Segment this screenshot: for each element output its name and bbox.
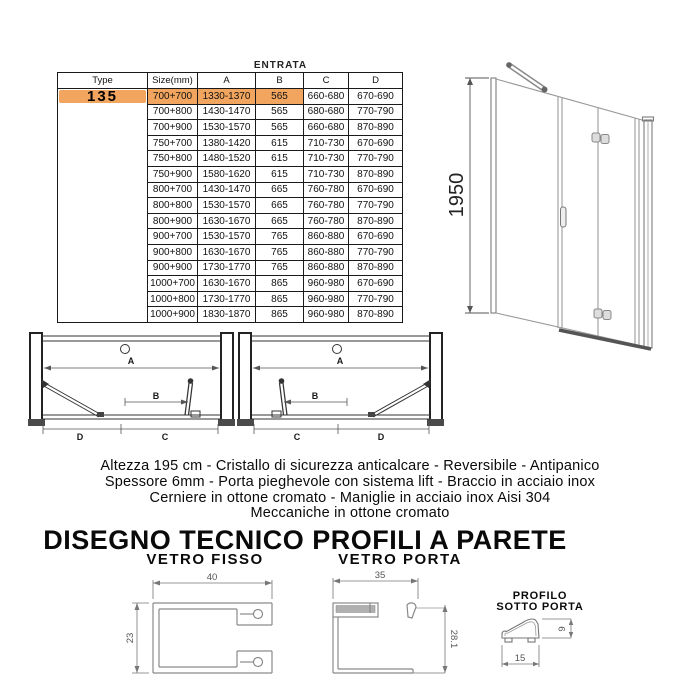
elevation-height-dim: 1950 xyxy=(446,172,468,218)
cell-size: 700+800 xyxy=(148,104,198,120)
wall-foot-right xyxy=(218,419,235,426)
dim-label-c: C xyxy=(161,432,169,442)
cell-a: 1630-1670 xyxy=(198,213,256,229)
cell-d: 770-790 xyxy=(349,198,403,214)
cell-b: 865 xyxy=(256,307,304,323)
cell-size: 800+900 xyxy=(148,213,198,229)
cell-d: 670-690 xyxy=(349,229,403,245)
plan-view-left xyxy=(28,328,235,470)
cell-a: 1480-1520 xyxy=(198,151,256,167)
cell-d: 870-890 xyxy=(349,213,403,229)
cell-d: 670-690 xyxy=(349,276,403,292)
cell-size: 1000+700 xyxy=(148,276,198,292)
cell-a: 1730-1770 xyxy=(198,260,256,276)
cell-d: 670-690 xyxy=(349,135,403,151)
cell-c: 710-730 xyxy=(304,151,349,167)
type-highlight-bar: 135 xyxy=(59,90,146,103)
cell-b: 565 xyxy=(256,104,304,120)
cell-size: 1000+800 xyxy=(148,291,198,307)
dim-label-b: B xyxy=(311,391,319,401)
cell-b: 565 xyxy=(256,89,304,105)
size-table-body xyxy=(58,89,403,323)
dim-label-a: A xyxy=(336,356,344,366)
cell-d: 870-890 xyxy=(349,260,403,276)
plan-view-right xyxy=(237,328,444,470)
profile-outline xyxy=(333,603,445,673)
cell-a: 1630-1670 xyxy=(198,244,256,260)
profile-outline xyxy=(502,619,539,642)
dim-label-b: B xyxy=(152,391,160,401)
col-header-type: Type xyxy=(58,73,148,89)
cell-a: 1330-1370 xyxy=(198,89,256,105)
wall-foot-left xyxy=(237,419,254,426)
description-line: Spessore 6mm - Porta pieghevole con sistema lift - Braccio in acciaio inox xyxy=(104,473,596,490)
cell-d: 870-890 xyxy=(349,166,403,182)
cell-c: 960-980 xyxy=(304,276,349,292)
cell-d: 770-790 xyxy=(349,244,403,260)
cell-size: 750+800 xyxy=(148,151,198,167)
hinges xyxy=(592,133,611,320)
cell-size: 900+800 xyxy=(148,244,198,260)
cell-c: 680-680 xyxy=(304,104,349,120)
fixed-glass-profile-drawing xyxy=(100,572,300,700)
product-description xyxy=(0,459,700,522)
cell-c: 860-880 xyxy=(304,229,349,245)
section-title: DISEGNO TECNICO PROFILI A PARETE xyxy=(43,525,567,555)
table-row xyxy=(58,89,403,105)
type-cell xyxy=(58,89,148,323)
col-header-b: B xyxy=(256,73,304,89)
fixed-glass-label: VETRO FISSO xyxy=(146,551,264,568)
cell-size: 900+900 xyxy=(148,260,198,276)
dim-label-d: D xyxy=(76,432,84,442)
cell-size: 800+800 xyxy=(148,198,198,214)
dim-label-d: D xyxy=(377,432,385,442)
entrata-label: ENTRATA xyxy=(253,60,308,71)
cell-c: 860-880 xyxy=(304,244,349,260)
door-elevation-drawing xyxy=(446,58,670,350)
cell-a: 1530-1570 xyxy=(198,229,256,245)
cell-c: 960-980 xyxy=(304,307,349,323)
fixed-profile-width-dim: 40 xyxy=(206,572,218,583)
dimensions xyxy=(253,366,429,435)
door-handle xyxy=(561,207,567,227)
cell-b: 865 xyxy=(256,291,304,307)
cell-size: 900+700 xyxy=(148,229,198,245)
cell-b: 765 xyxy=(256,260,304,276)
dim-label-a: A xyxy=(127,356,135,366)
under-door-label-line2: SOTTO PORTA xyxy=(496,601,584,613)
folding-door-open xyxy=(41,378,200,417)
cell-c: 760-780 xyxy=(304,198,349,214)
cell-a: 1530-1570 xyxy=(198,198,256,214)
cell-size: 700+900 xyxy=(148,120,198,136)
cell-d: 670-690 xyxy=(349,182,403,198)
col-header-c: C xyxy=(304,73,349,89)
door-profile-width-dim: 35 xyxy=(374,570,386,581)
cell-size: 800+700 xyxy=(148,182,198,198)
height-dimension-1950 xyxy=(465,78,489,313)
wall-foot-right xyxy=(427,419,444,426)
col-header-size: Size(mm) xyxy=(148,73,198,89)
cell-a: 1430-1470 xyxy=(198,104,256,120)
cell-c: 960-980 xyxy=(304,291,349,307)
door-glass-profile-drawing xyxy=(320,572,490,700)
cell-a: 1630-1670 xyxy=(198,276,256,292)
description-line: Altezza 195 cm - Cristallo di sicurezza anticalcare - Reversibile - Antipanico xyxy=(100,458,600,474)
cell-b: 665 xyxy=(256,182,304,198)
cell-b: 615 xyxy=(256,166,304,182)
door-panels xyxy=(491,78,654,349)
cell-b: 665 xyxy=(256,213,304,229)
wall-foot-left xyxy=(28,419,45,426)
door-profile-height-dim: 28.1 xyxy=(448,629,459,649)
cell-size: 750+900 xyxy=(148,166,198,182)
dimensions xyxy=(43,366,219,435)
cell-d: 870-890 xyxy=(349,307,403,323)
cell-a: 1430-1470 xyxy=(198,182,256,198)
description-line: Cerniere in ottone cromato - Maniglie in acciaio inox Aisi 304 xyxy=(149,489,551,506)
cell-b: 765 xyxy=(256,244,304,260)
under-door-profile-drawing xyxy=(495,612,585,672)
cell-b: 865 xyxy=(256,276,304,292)
cell-b: 615 xyxy=(256,151,304,167)
under-door-height-dim: 9 xyxy=(557,626,568,632)
frame xyxy=(42,336,221,419)
col-header-d: D xyxy=(349,73,403,89)
door-glass-label: VETRO PORTA xyxy=(338,551,462,568)
walls xyxy=(30,333,233,421)
under-door-width-dim: 15 xyxy=(514,653,526,664)
cell-c: 660-680 xyxy=(304,120,349,136)
cell-c: 760-780 xyxy=(304,213,349,229)
under-door-profile-label xyxy=(492,591,588,613)
cell-a: 1830-1870 xyxy=(198,307,256,323)
dimensions xyxy=(333,578,448,673)
cell-b: 565 xyxy=(256,120,304,136)
col-header-a: A xyxy=(198,73,256,89)
fixed-profile-height-dim: 23 xyxy=(125,632,136,644)
cell-d: 770-790 xyxy=(349,291,403,307)
cell-d: 770-790 xyxy=(349,104,403,120)
cell-a: 1530-1570 xyxy=(198,120,256,136)
cell-size: 1000+900 xyxy=(148,307,198,323)
cell-size: 750+700 xyxy=(148,135,198,151)
cell-b: 665 xyxy=(256,198,304,214)
cell-c: 710-730 xyxy=(304,166,349,182)
cell-a: 1380-1420 xyxy=(198,135,256,151)
cell-b: 765 xyxy=(256,229,304,245)
frame xyxy=(251,336,430,419)
size-table-header xyxy=(58,73,403,89)
cell-b: 615 xyxy=(256,135,304,151)
cell-c: 660-680 xyxy=(304,89,349,105)
folding-door-open xyxy=(272,378,431,417)
profile-outline xyxy=(153,603,272,673)
cell-a: 1730-1770 xyxy=(198,291,256,307)
cell-d: 670-690 xyxy=(349,89,403,105)
cell-c: 760-780 xyxy=(304,182,349,198)
cell-c: 710-730 xyxy=(304,135,349,151)
cell-d: 770-790 xyxy=(349,151,403,167)
under-door-label-line1: PROFILO xyxy=(512,590,568,602)
cell-d: 870-890 xyxy=(349,120,403,136)
cell-a: 1580-1620 xyxy=(198,166,256,182)
description-line: Meccaniche in ottone cromato xyxy=(250,505,450,522)
cell-size: 700+700 xyxy=(148,89,198,105)
cell-c: 860-880 xyxy=(304,260,349,276)
dim-label-c: C xyxy=(293,432,301,442)
size-table xyxy=(57,72,403,323)
